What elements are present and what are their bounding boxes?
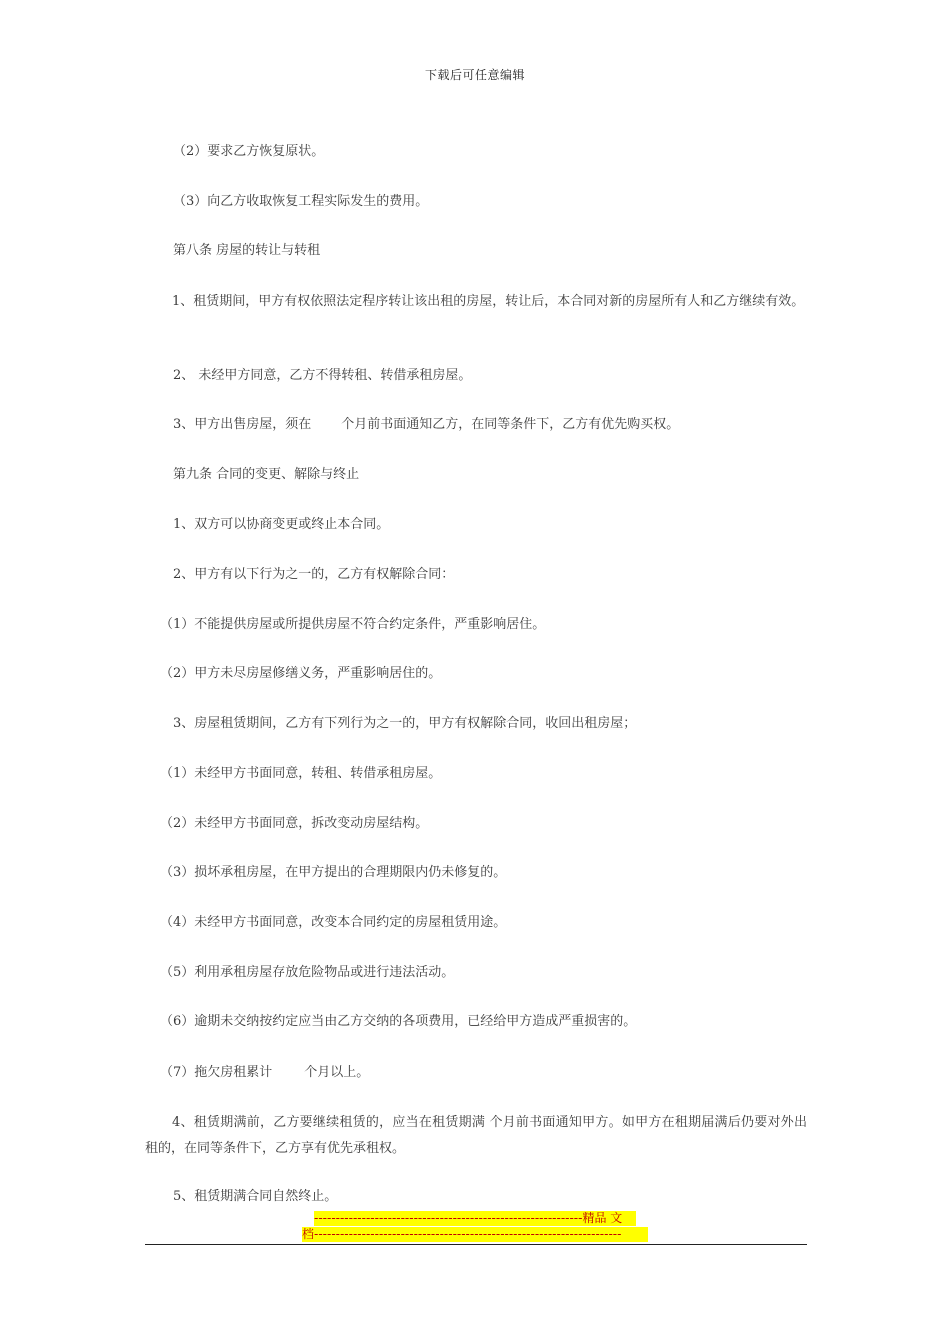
article-9-paragraph-3-item-6: （6）逾期未交纳按约定应当由乙方交纳的各项费用，已经给甲方造成严重损害的。 — [160, 1014, 637, 1029]
article-9-paragraph-3-item-7 — [160, 1060, 369, 1086]
article-9-paragraph-3-item-7-start: （7）拖欠房租累计 — [160, 1065, 273, 1080]
article-9-paragraph-3-item-7-end: 个月以上。 — [304, 1065, 370, 1080]
article-9-paragraph-3-item-3: （3）损坏承租房屋，在甲方提出的合理期限内仍未修复的。 — [160, 865, 507, 880]
article-9-paragraph-5: 5、租赁期满合同自然终止。 — [173, 1189, 338, 1204]
page-header: 下载后可任意编辑 — [424, 68, 525, 82]
article-8-paragraph-3-start: 3、甲方出售房屋，须在 — [173, 417, 312, 432]
article-8-paragraph-2: 2、 未经甲方同意，乙方不得转租、转借承租房屋。 — [173, 368, 472, 383]
clause-restore-cost: （3）向乙方收取恢复工程实际发生的费用。 — [173, 194, 429, 209]
article-8-title: 第八条 房屋的转让与转租 — [173, 243, 321, 258]
footer-watermark-line-2: 档----------------------------------------------------------------------- — [302, 1227, 648, 1242]
footer-rule — [145, 1244, 807, 1245]
clause-restore-original: （2）要求乙方恢复原状。 — [173, 144, 325, 159]
article-8-paragraph-1 — [145, 289, 807, 315]
article-8-paragraph-1-text: 1、租赁期间，甲方有权依照法定程序转让该出租的房屋，转让后，本合同对新的房屋所有人和乙方继续有效。 — [172, 294, 805, 309]
footer-watermark-line-1: --------------------------------------------------------------精品 文 — [314, 1211, 636, 1226]
article-9-paragraph-3-item-1: （1）未经甲方书面同意，转租、转借承租房屋。 — [160, 766, 442, 781]
article-9-paragraph-2-item-1: （1）不能提供房屋或所提供房屋不符合约定条件，严重影响居住。 — [160, 617, 546, 632]
article-9-paragraph-1: 1、双方可以协商变更或终止本合同。 — [173, 517, 390, 532]
article-9-paragraph-2-item-2: （2）甲方未尽房屋修缮义务，严重影响居住的。 — [160, 666, 442, 681]
article-9-paragraph-2: 2、甲方有以下行为之一的，乙方有权解除合同： — [173, 567, 455, 582]
article-9-paragraph-3-item-4: （4）未经甲方书面同意，改变本合同约定的房屋租赁用途。 — [160, 915, 507, 930]
article-9-paragraph-3: 3、房屋租赁期间，乙方有下列行为之一的，甲方有权解除合同，收回出租房屋； — [173, 716, 637, 731]
article-8-paragraph-3-end: 个月前书面通知乙方，在同等条件下，乙方有优先购买权。 — [341, 417, 680, 432]
article-9-paragraph-4-text: 4、租赁期满前，乙方要继续租赁的，应当在租赁期满 个月前书面通知甲方。如甲方在租期届满后仍要对外出租的，在同等条件下，乙方享有优先承租权。 — [145, 1115, 807, 1156]
article-9-title: 第九条 合同的变更、解除与终止 — [173, 467, 360, 482]
article-8-paragraph-3 — [173, 412, 679, 438]
article-9-paragraph-3-item-5: （5）利用承租房屋存放危险物品或进行违法活动。 — [160, 965, 455, 980]
article-9-paragraph-4 — [145, 1110, 807, 1162]
article-9-paragraph-3-item-2: （2）未经甲方书面同意，拆改变动房屋结构。 — [160, 816, 429, 831]
